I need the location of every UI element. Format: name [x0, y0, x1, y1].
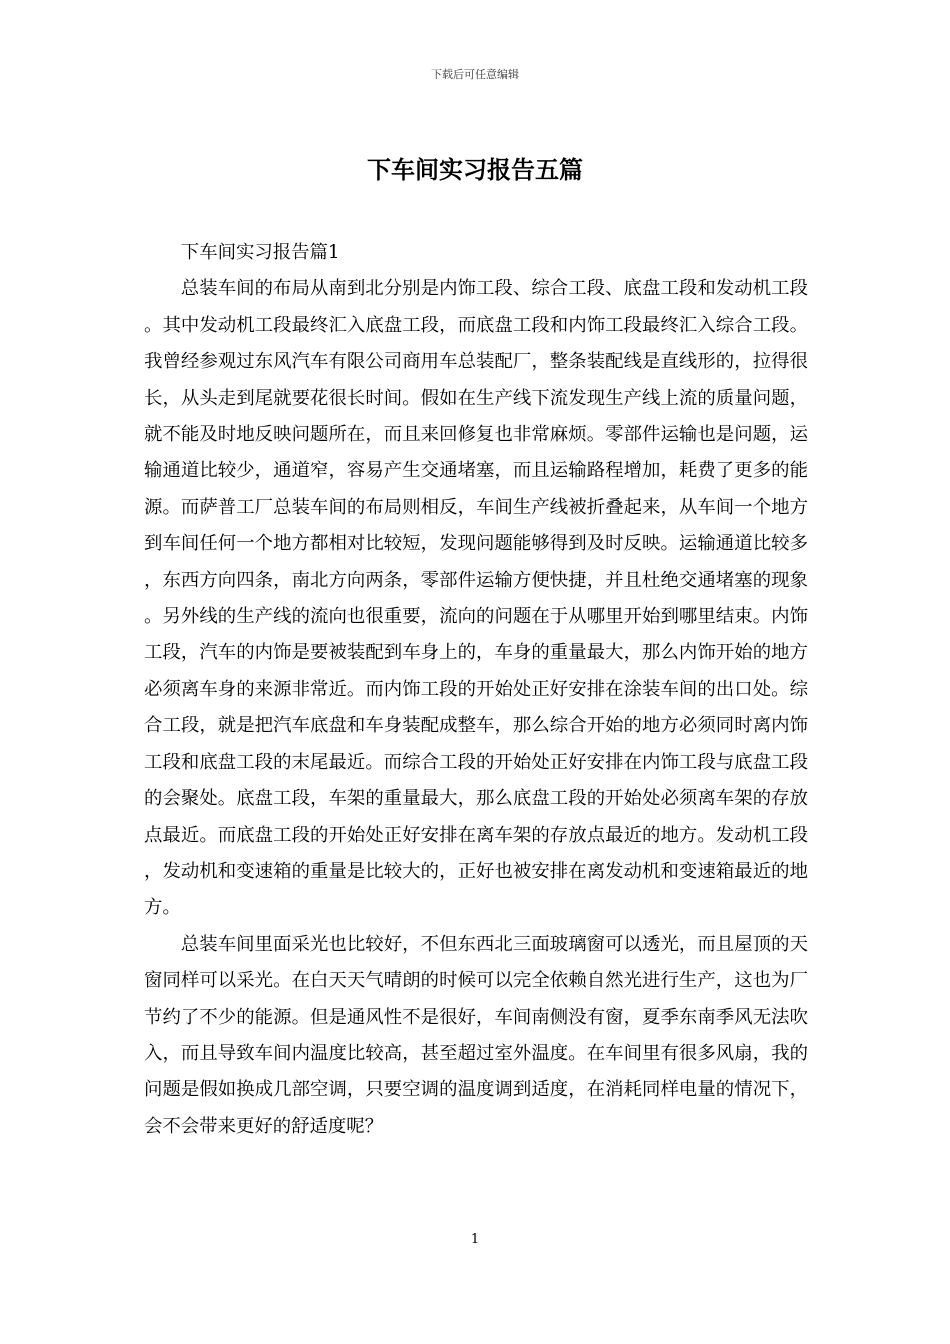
body-paragraph: 总装车间的布局从南到北分别是内饰工段、综合工段、底盘工段和发动机工段。其中发动机工段最终汇入底盘工段，而底盘工段和内饰工段最终汇入综合工段。我曾经参观过东风汽车有限公司商用车总装配厂，整条装配线是直线形的，拉得很长，从头走到尾就要花很长时间。假如在生产线下流发现生产线上流的质量问题，就不能及时地反映问题所在，而且来回修复也非常麻烦。零部件运输也是问题，运输通道比较少，通道窄，容易产生交通堵塞，而且运输路程增加，耗费了更多的能源。而萨普工厂总装车间的布局则相反，车间生产线被折叠起来，从车间一个地方到车间任何一个地方都相对比较短，发现问题能够得到及时反映。运输通道比较多，东西方向四条，南北方向两条，零部件运输方便快捷，并且杜绝交通堵塞的现象。另外线的生产线的流向也很重要，流向的问题在于从哪里开始到哪里结束。内饰工段，汽车的内饰是要被装配到车身上的，车身的重量最大，那么内饰开始的地方必须离车身的来源非常近。而内饰工段的开始处正好安排在涂装车间的出口处。综合工段，就是把汽车底盘和车身装配成整车，那么综合开始的地方必须同时离内饰工段和底盘工段的末尾最近。而综合工段的开始处正好安排在内饰工段与底盘工段的会聚处。底盘工段，车架的重量最大，那么底盘工段的开始处必须离车架的存放点最近。而底盘工段的开始处正好安排在离车架的存放点最近的地方。发动机工段，发动机和变速箱的重量是比较大的，正好也被安排在离发动机和变速箱最近的地方。	[144, 278, 808, 919]
page-number: 1	[470, 1232, 480, 1247]
body-paragraph: 总装车间里面采光也比较好，不但东西北三面玻璃窗可以透光，而且屋顶的天窗同样可以采光。在白天天气晴朗的时候可以完全依赖自然光进行生产，这也为厂节约了不少的能源。但是通风性不是很好，车间南侧没有窗，夏季东南季风无法吹入，而且导致车间内温度比较高，甚至超过室外温度。在车间里有很多风扇，我的问题是假如换成几部空调，只要空调的温度调到适度，在消耗同样电量的情况下，会不会带来更好的舒适度呢？	[144, 933, 808, 1137]
document-body	[144, 235, 808, 1145]
section-heading: 下车间实习报告篇1	[180, 242, 340, 263]
document-title: 下车间实习报告五篇	[367, 155, 583, 184]
header-note: 下载后可任意编辑	[431, 68, 519, 81]
